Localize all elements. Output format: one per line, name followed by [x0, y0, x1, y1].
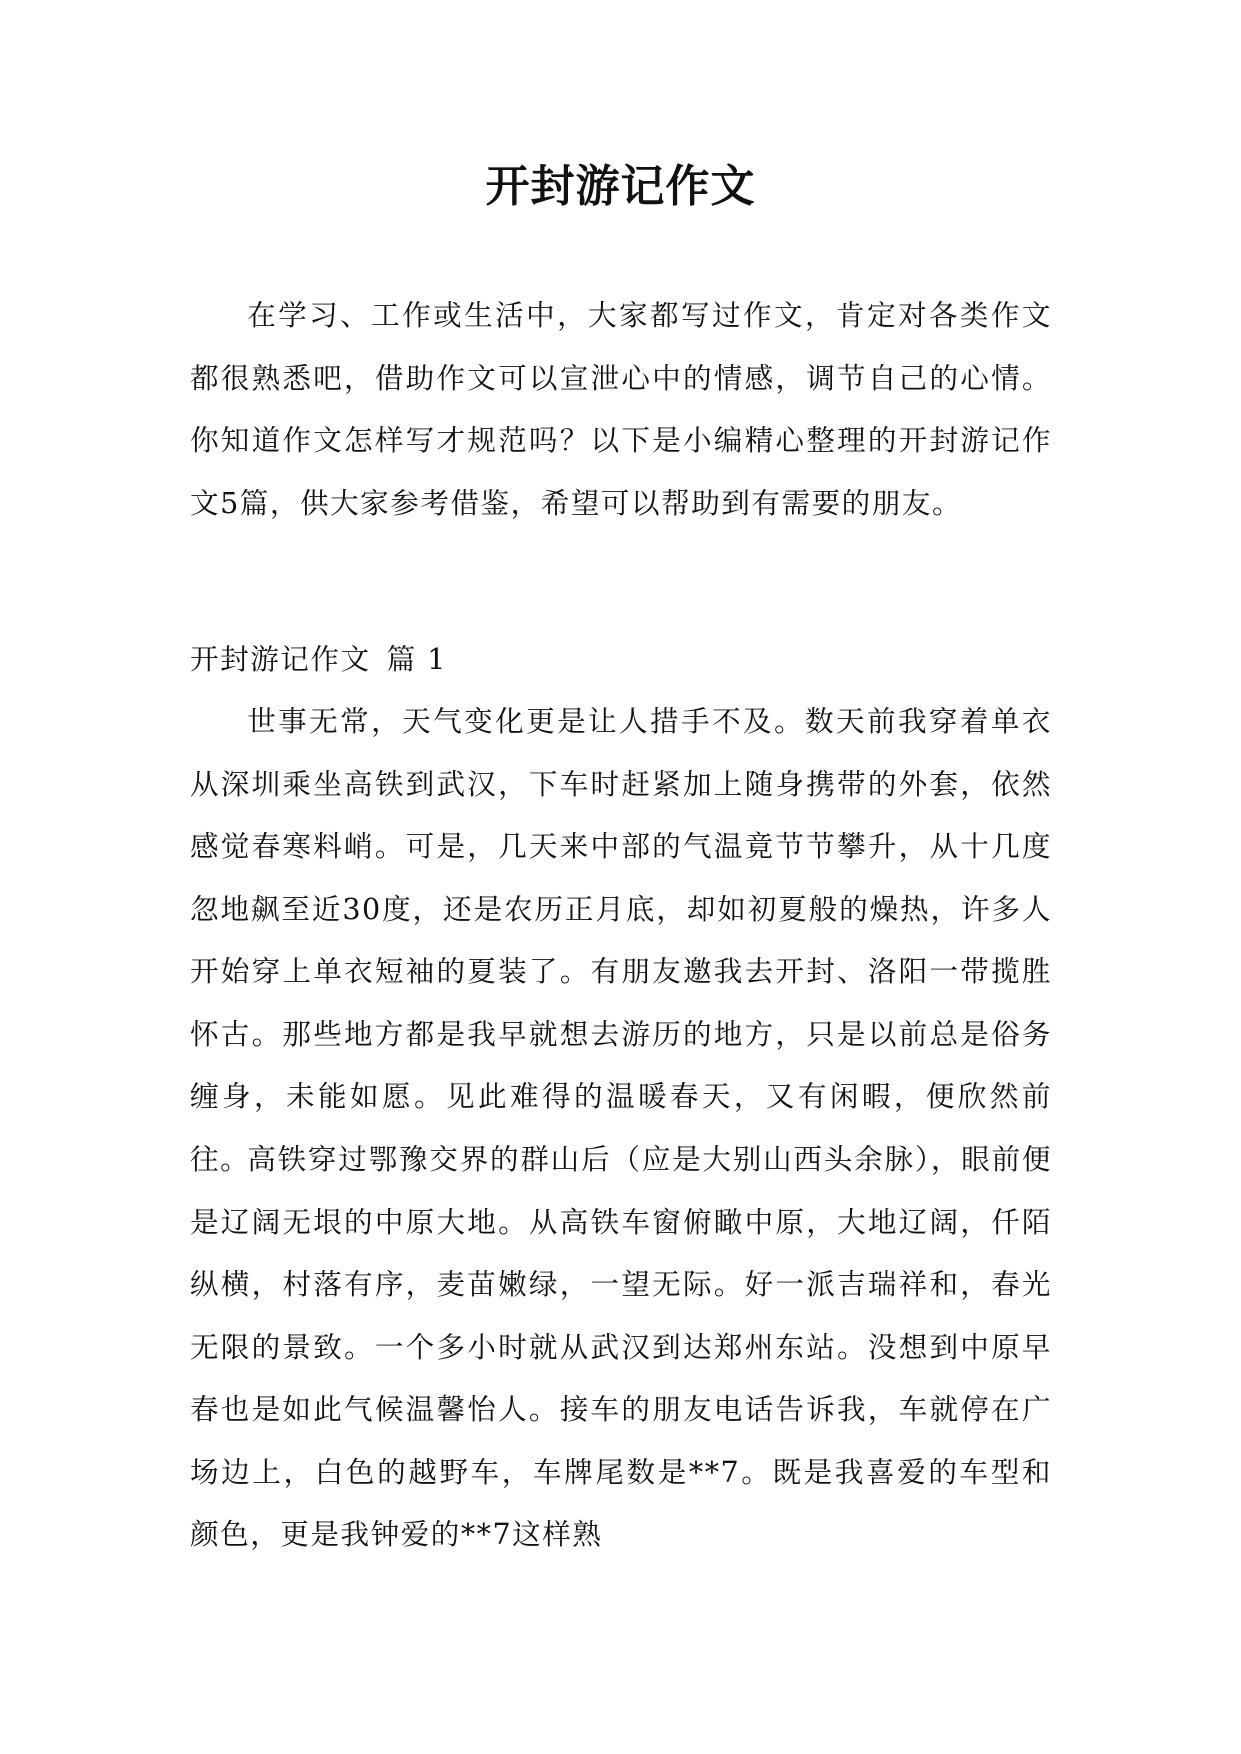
document-title: 开封游记作文 [485, 161, 756, 212]
section-number: 篇 1 [386, 642, 447, 676]
intro-paragraph: 在学习、工作或生活中，大家都写过作文，肯定对各类作文都很熟悉吧，借助作文可以宣泄心中的情感，调节自己的心情。你知道作文怎样写才规范吗？以下是小编精心整理的开封游记作文5篇，供大家参考借鉴，希望可以帮助到有需要的朋友。 [190, 298, 1052, 520]
section-title: 开封游记作文 [190, 642, 371, 676]
section-heading [190, 628, 447, 691]
body-paragraph-2: 高铁穿过鄂豫交界的群山后（应是大别山西头余脉），眼前便是辽阔无垠的中原大地。从高铁车窗俯瞰中原，大地辽阔，仟陌纵横，村落有序，麦苗嫩绿，一望无际。好一派吉瑞祥和，春光无限的景致。一个多小时就从武汉到达郑州东站。没想到中原早春也是如此气候温馨怡人。接车的朋友电话告诉我，车就停在广场边上，白色的越野车，车牌尾数是**7。既是我喜爱的车型和颜色，更是我钟爱的**7这样熟 [190, 1142, 1052, 1551]
body-paragraph-1: 世事无常，天气变化更是让人措手不及。数天前我穿着单衣从深圳乘坐高铁到武汉，下车时赶紧加上随身携带的外套，依然感觉春寒料峭。可是，几天来中部的气温竟节节攀升，从十几度忽地飙至近30度，还是农历正月底，却如初夏般的燥热，许多人开始穿上单衣短袖的夏装了。有朋友邀我去开封、洛阳一带揽胜怀古。那些地方都是我早就想去游历的地方，只是以前总是俗务缠身，未能如愿。见此难得的温暖春天，又有闲暇，便欣然前往。 [190, 704, 1052, 1176]
